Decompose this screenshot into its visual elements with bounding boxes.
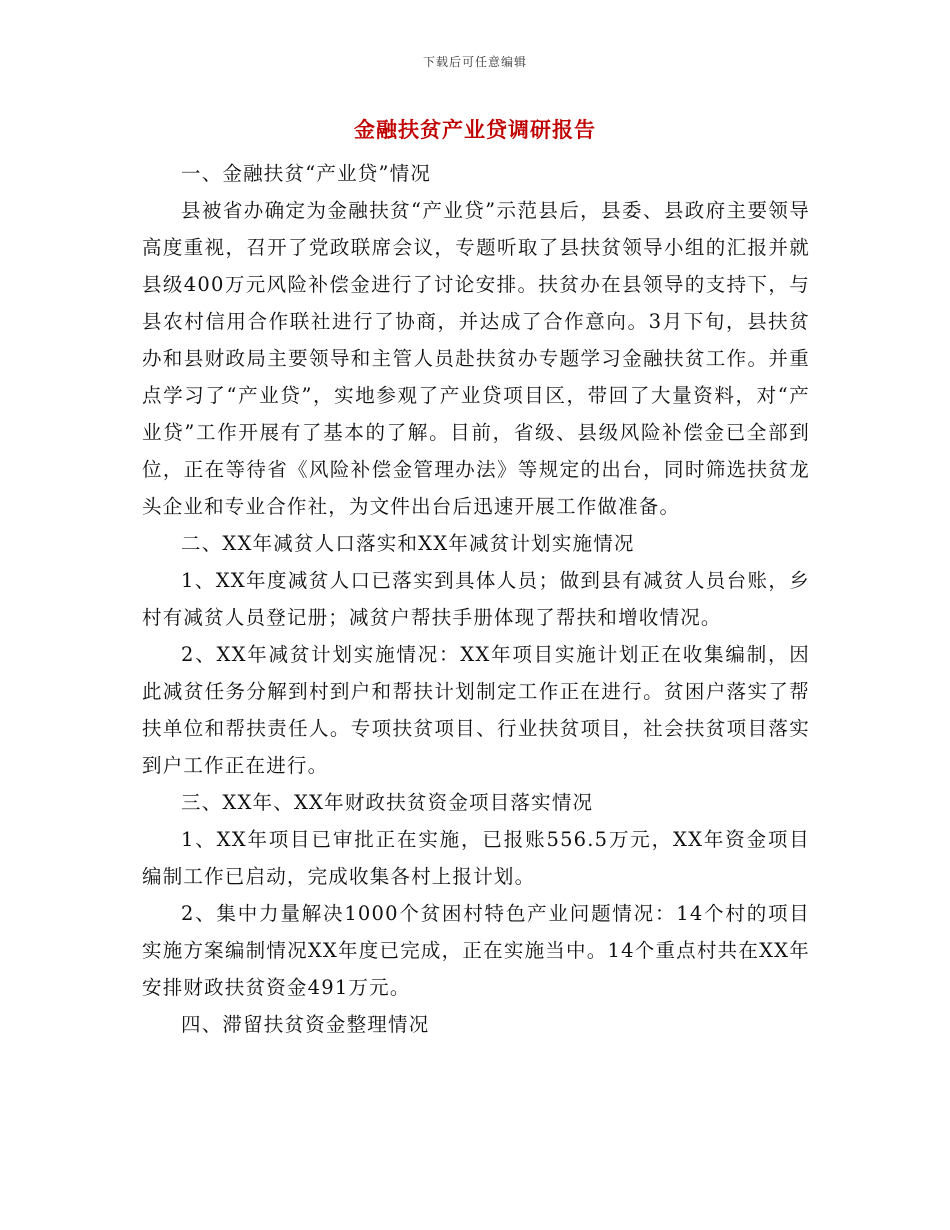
body-paragraph: 2、XX年减贫计划实施情况：XX年项目实施计划正在收集编制，因此减贫任务分解到村到户和帮扶计划制定工作正在进行。贫困户落实了帮扶单位和帮扶责任人。专项扶贫项目、行业扶贫项目，社会扶贫项目落实到户工作正在进行。 — [142, 643, 810, 777]
body-paragraph: 县被省办确定为金融扶贫“产业贷”示范县后，县委、县政府主要领导高度重视，召开了党政联席会议，专题听取了县扶贫领导小组的汇报并就县级400万元风险补偿金进行了讨论安排。扶贫办在县领导的支持下，与县农村信用合作联社进行了协商，并达成了合作意向。3月下旬，县扶贫办和县财政局主要领导和主管人员赴扶贫办专题学习金融扶贫工作。并重点学习了“产业贷”，实地参观了产业贷项目区，带回了大量资料，对“产业贷”工作开展有了基本的了解。目前，省级、县级风险补偿金已全部到位，正在等待省《风险补偿金管理办法》等规定的出台，同时筛选扶贫龙头企业和专业合作社，为文件出台后迅速开展工作做准备。 — [142, 199, 810, 518]
section-heading-4: 四、滞留扶贫资金整理情况 — [181, 1013, 430, 1036]
body-paragraph: 1、XX年项目已审批正在实施，已报账556.5万元，XX年资金项目编制工作已启动，完成收集各村上报计划。 — [142, 828, 810, 888]
body-paragraph: 1、XX年度减贫人口已落实到具体人员；做到县有减贫人员台账，乡村有减贫人员登记册；减贫户帮扶手册体现了帮扶和增收情况。 — [142, 569, 810, 629]
section-heading-3: 三、XX年、XX年财政扶贫资金项目落实情况 — [181, 791, 594, 814]
document-title: 金融扶贫产业贷调研报告 — [354, 117, 596, 142]
document-body — [142, 155, 810, 1043]
section-heading-2: 二、XX年减贫人口落实和XX年减贫计划实施情况 — [181, 532, 635, 555]
section-heading-1: 一、金融扶贫“产业贷”情况 — [181, 162, 432, 185]
body-paragraph: 2、集中力量解决1000个贫困村特色产业问题情况：14个村的项目实施方案编制情况XX年度已完成，正在实施当中。14个重点村共在XX年安排财政扶贫资金491万元。 — [142, 902, 810, 999]
page-header-note: 下载后可任意编辑 — [422, 55, 527, 69]
